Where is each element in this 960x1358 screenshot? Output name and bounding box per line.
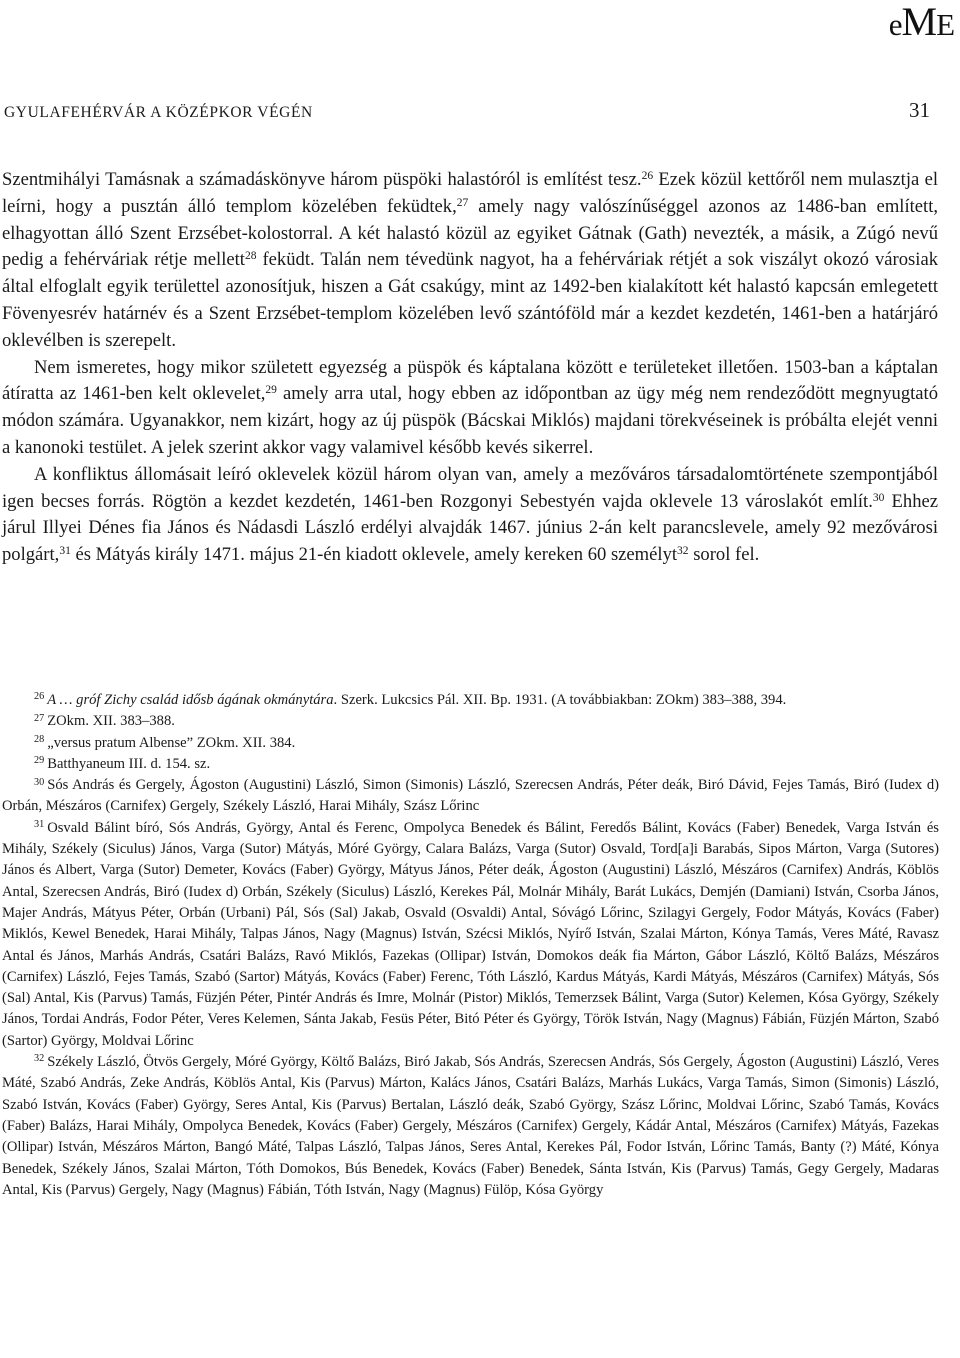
footnote-text: Osvald Bálint bíró, Sós András, György, Antal és Ferenc, Ompolyca Benedek és Bálint, Feredős Bálint, Kovács (Faber) Benedek, Varga István és Mihály, Székely (Siculus) János, Varga (Sutor) Mátyás, Móré György, Calara Balázs, Varga (Sutor) Osvald, Tord[a]i Barabás, Sipos Márton, Varga (Sutores) János és Albert, Varga (Sutor) Demeter, Kovács (Faber) György, Mátyus János, Péter deák, Ágoston (Augustini) László, Mészáros (Carnifex) András, Köblös Antal, Szerecsen András, Biró (Iudex d) Orbán, Székely (Siculus) László, Kerekes Pál, Molnár Mihály, Barát Lukács, Demjén (Damiani) István, Csorba János, Majer András, Mátyus Péter, Orbán (Urbani) Pál, Sós (Sal) Jakab, Osvald (Osvaldi) Antal, Sóvágó Lőrinc, Szilagyi Gergely, Fodor Mátyás, Kovács (Faber) Miklós, Kewel Benedek, Harai Mihály, Talpas János, Nagy (Magnus) István, Szécsi Miklós, Nyírő István, Szalai Márton, Kónya Tamás, Veres Máté, Ravasz Antal és János, Marhás András, Csatári Balázs, Ravó Miklós, Fazekas (Ollipar) István, Domokos deák fia Márton, Gábor László, Költő Balázs, Mészáros (Carnifex) László, Fejes Tamás, Szabó (Sartor) Mátyás, Kovács (Faber) Ferenc, Tóth László, Kardus Mátyás, Kardi Mátyás, Mészáros (Carnifex) Mátyás, Sós (Sal) Antal, Kis (Parvus) Tamás, Füzjén Péter, Pintér András és Imre, Molnár (Pistor) Miklós, Temerzsek Bálint, Varga (Sutor) Kelemen, Kósa György, Székely János, Tordai András, Fodor Péter, Veres Kelemen, Sánta Jakab, Fesüs Péter, Bitó Péter és György, Török István, Nagy (Magnus) Fábián, Füzjén Márton, Szabó (Sartor) György, Moldvai Lőrinc xyxy=(2,819,939,1049)
footnote-number: 32 xyxy=(34,1053,45,1065)
footnote-30 xyxy=(2,775,939,818)
footnote-number: 27 xyxy=(34,712,45,724)
text-segment: feküdt. Talán nem tévedünk nagyot, ha a fehérváriak rétjét a sok viszályt okozó városiak által elfoglalt egyik területtel azonosítjuk, hiszen a Gát csakúgy, mint az 1492-ben kialakított két halastó kapcsán emlegetett Fövenyesrév határnév és a Szent Erzsébet-templom közelében levő szántóföld már a kezdet kezdetén, 1461-ben a határjáró oklevélben is szerepelt. xyxy=(2,249,938,351)
text-segment: amely arra utal, hogy ebben az időpontban az ügy még nem rendeződött megnyugtató módon számára. Ugyanakkor, nem kizárt, hogy az új püspök (Bácskai Miklós) majdani törekvéseinek is próbálta elejét venni a kanonoki testület. A jelek szerint akkor vagy valamivel később kevés sikerrel. xyxy=(2,383,938,458)
paragraph-1 xyxy=(2,167,938,355)
running-title: GYULAFEHÉRVÁR A KÖZÉPKOR VÉGÉN xyxy=(4,104,313,121)
footnote-ref-27[interactable]: 27 xyxy=(456,197,469,210)
footnote-ref-26[interactable]: 26 xyxy=(641,170,654,183)
text-segment: sorol fel. xyxy=(688,544,760,566)
paragraph-3 xyxy=(2,462,938,569)
footnote-ref-29[interactable]: 29 xyxy=(265,384,277,397)
footnote-29 xyxy=(2,754,939,775)
footnote-text: ZOkm. XII. 383–388. xyxy=(47,713,175,730)
footnote-text: „versus pratum Albense” ZOkm. XII. 384. xyxy=(47,734,296,751)
text-segment: Ehhez járul Illyei Dénes fia János és Nádasdi László erdélyi alvajdák 1467. június 2-án kelt parancslevele, amely 92 mezővárosi polgárt, xyxy=(2,490,938,566)
footnote-text: Székely László, Ötvös Gergely, Móré György, Költő Balázs, Biró Jakab, Sós András, Szerecsen András, Sós Gergely, Ágoston (Augustini) László, Veres Máté, Szabó András, Zeke András, Köblös Antal, Kis (Parvus) Márton, Kalács János, Csatári Balázs, Marhás Lukács, Varga Tamás, Simon (Simonis) László, Szabó István, Kovács (Faber) György, Seres Antal, Kis (Parvus) Bertalan, László deák, Szabó György, Szász Lőrinc, Moldvai Lőrinc, Szabó Tamás, Kovács (Faber) Balázs, Harai Mihály, Ompolyca Benedek, Kovács (Faber) Gergely, Mészáros (Carnifex) Gergely, Kádár Antal, Mészáros (Carnifex) Mátyás, Fazekas (Ollipar) István, Mészáros Márton, Bangó Máté, Talpas László, Talpas János, Seres Antal, Kerekes Pál, Fodor István, Lőrinc Tamás, Banty (?) Máté, Kónya Benedek, Székely János, Szalai Márton, Tóth Domokos, Bús Benedek, Kovács (Faber) Benedek, Sánta István, Kis (Parvus) Tamás, Gegy Gergely, Madaras Antal, Kis (Parvus) Gergely, Nagy (Magnus) Fábián, Tóth István, Nagy (Magnus) Fülöp, Kósa György xyxy=(2,1054,939,1198)
text-segment: Ezek közül kettőről nem mulasztja el leírni, hogy a pusztán álló templom közelében feküdtek, xyxy=(2,169,938,217)
footnote-number: 26 xyxy=(34,691,45,703)
logo-letter-m: M xyxy=(901,0,937,44)
text-segment: Szentmihályi Tamásnak a számadáskönyve három püspöki halastóról is említést tesz. xyxy=(2,169,642,190)
footnote-italic: A … gróf Zichy család idősb ágának okmánytára xyxy=(47,692,334,708)
text-segment: amely nagy valószínűséggel azonos az 1486-ban említett, elhagyottan álló Szent Erzsébet-kolostorral. A két halastó közül az egyiket Gátnak (Gath) nevezték, a másik, a Zúgó nevű pedig a fehérváriak rétje mellett xyxy=(2,195,939,271)
footnote-number: 28 xyxy=(34,734,45,745)
footnote-ref-32[interactable]: 32 xyxy=(677,545,689,558)
footnote-text: Batthyaneum III. d. 154. sz. xyxy=(47,755,211,772)
footnote-number: 29 xyxy=(34,755,45,767)
logo-letter-e: e xyxy=(888,7,902,42)
journal-logo xyxy=(889,2,954,45)
text-segment: A konfliktus állomásait leíró oklevelek közül három olyan van, amely a mezőváros társadalomtörténete szempontjából igen becses forrás. Rögtön a kezdet kezdetén, 1461-ben Rozgonyi Sebestyén vajda oklevele 13 városlakót említ. xyxy=(2,463,938,512)
running-head xyxy=(4,98,940,123)
footnote-26 xyxy=(2,690,939,711)
footnote-28 xyxy=(2,733,939,754)
logo-letter-e-small: E xyxy=(936,7,954,42)
paragraph-2 xyxy=(2,355,938,462)
footnote-ref-30[interactable]: 30 xyxy=(872,491,885,504)
footnote-number: 30 xyxy=(34,776,45,788)
footnote-27 xyxy=(2,711,939,732)
footnote-text: Sós András és Gergely, Ágoston (Augustini) László, Simon (Simonis) László, Szerecsen András, Péter deák, Biró Dávid, Fejes Tamás, Biró (Iudex d) Orbán, Mészáros (Carnifex) Gergely, Székely László, Harai Mihály, Szász Lőrinc xyxy=(2,777,939,815)
footnote-31 xyxy=(2,818,939,1052)
footnote-ref-31[interactable]: 31 xyxy=(59,545,71,558)
footnote-ref-28[interactable]: 28 xyxy=(244,250,257,263)
footnote-32 xyxy=(2,1052,939,1201)
text-segment: Nem ismeretes, hogy mikor született egyezség a püspök és káptalana között e területeket illetően. 1503-ban a káptalan átíratta az 1461-ben kelt oklevelet, xyxy=(2,356,938,405)
page-number: 31 xyxy=(909,98,930,122)
footnotes xyxy=(2,690,939,1201)
text-segment: és Mátyás király 1471. május 21-én kiadott oklevele, amely kereken 60 személyt xyxy=(70,544,678,566)
main-text xyxy=(2,167,938,569)
footnote-text: . Szerk. Lukcsics Pál. XII. Bp. 1931. (A továbbiakban: ZOkm) 383–388, 394. xyxy=(333,692,787,708)
footnote-number: 31 xyxy=(34,819,45,831)
